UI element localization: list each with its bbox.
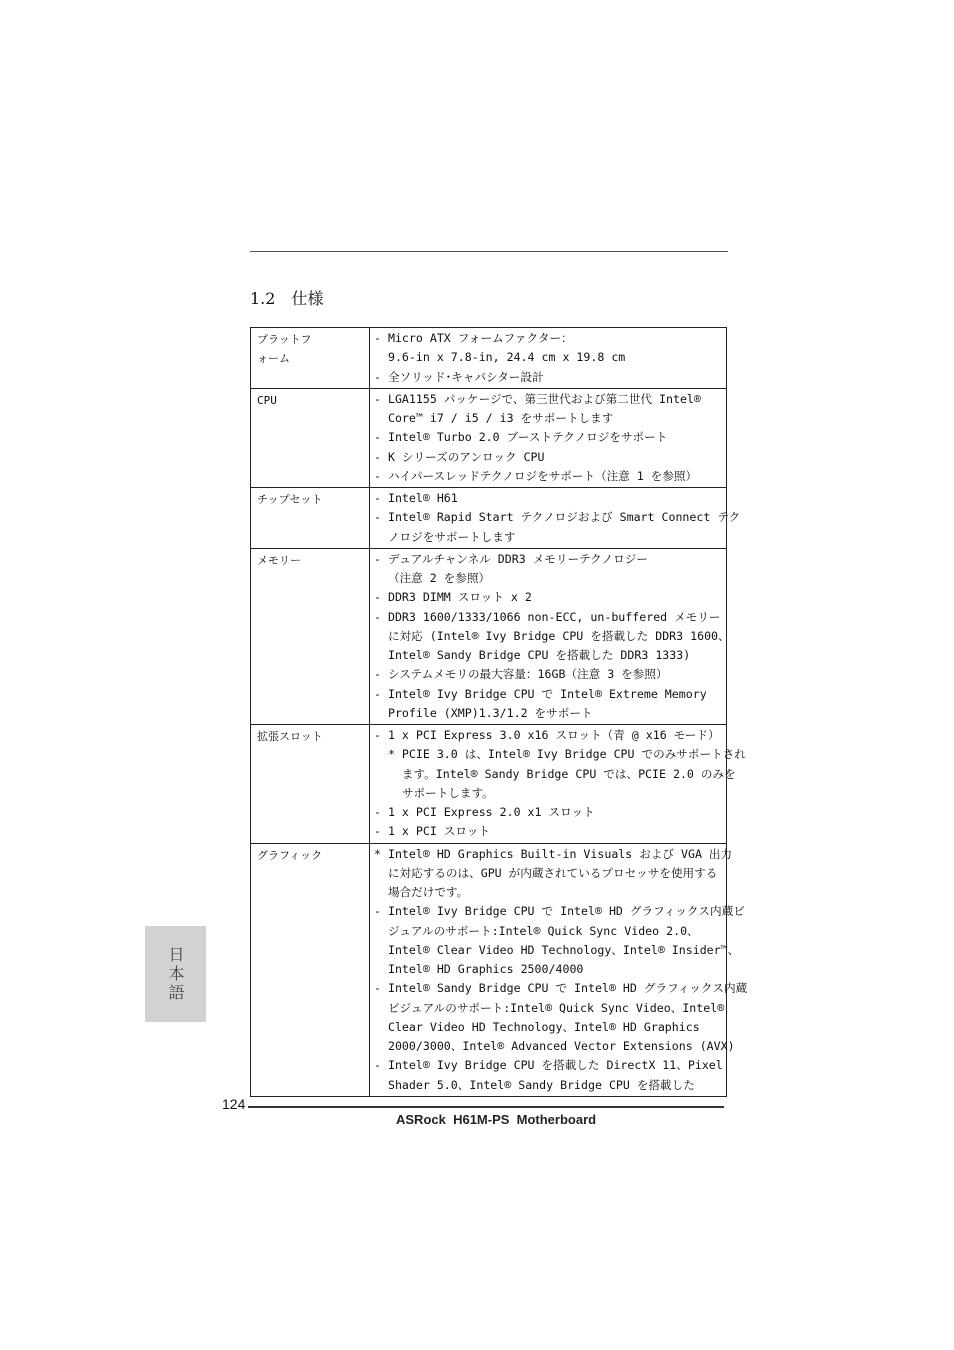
- spec-row: [251, 725, 727, 844]
- spec-line: * Intel® HD Graphics Built-in Visuals および VGA 出力: [374, 846, 733, 861]
- spec-line: Intel® Sandy Bridge CPU を搭載した DDR3 1333): [374, 648, 691, 662]
- spec-label: 拡張スロット: [251, 725, 370, 844]
- spec-line: Intel® HD Graphics 2500/4000: [374, 962, 584, 976]
- spec-content: [370, 488, 741, 549]
- spec-row: [251, 488, 727, 549]
- spec-line: - DDR3 DIMM スロット x 2: [374, 590, 532, 605]
- spec-content: [370, 548, 730, 724]
- footer-product-name: ASRock H61M-PS Motherboard: [396, 1112, 597, 1127]
- language-tab-label: 日本語: [166, 945, 185, 1003]
- spec-line: ます。Intel® Sandy Bridge CPU では、PCIE 2.0 のみを: [374, 766, 736, 781]
- spec-line: ノロジをサポートします: [374, 529, 516, 544]
- spec-line: Intel® Clear Video HD Technology、Intel® Insider™、: [374, 942, 740, 957]
- spec-line: - DDR3 1600/1333/1066 non-ECC, un-buffered メモリー: [374, 609, 721, 624]
- spec-line: ジュアルのサポート:Intel® Quick Sync Video 2.0、: [374, 923, 699, 938]
- section-title: 1.2 仕様: [250, 289, 324, 308]
- spec-line: * PCIE 3.0 は、Intel® Ivy Bridge CPU でのみサポートされ: [374, 747, 746, 762]
- page-number: 124: [222, 1096, 246, 1112]
- spec-line: Core™ i7 / i5 / i3 をサポートします: [374, 411, 614, 425]
- spec-label: メモリー: [251, 548, 370, 724]
- spec-line: - LGA1155 パッケージで、第三世代および第二世代 Intel®: [374, 391, 701, 406]
- spec-line: に対応するのは、GPU が内蔵されているプロセッサを使用する: [374, 865, 718, 880]
- spec-line: - 1 x PCI スロット: [374, 824, 490, 839]
- spec-line: 9.6-in x 7.8-in, 24.4 cm x 19.8 cm: [374, 350, 626, 365]
- footer-rule: [248, 1106, 724, 1108]
- spec-label: プラットフ ォーム: [251, 328, 370, 389]
- spec-line: - Intel® Ivy Bridge CPU で Intel® HD グラフィックス内蔵ビ: [374, 904, 745, 919]
- spec-row: [251, 328, 727, 389]
- spec-line: - Intel® Ivy Bridge CPU で Intel® Extreme Memory: [374, 686, 707, 701]
- spec-line: - Intel® H61: [374, 491, 458, 505]
- spec-row: [251, 548, 727, 724]
- spec-line: - システムメモリの最大容量：16GB（注意 3 を参照）: [374, 667, 668, 682]
- spec-label: グラフィック: [251, 843, 370, 1096]
- spec-line: サポートします。: [374, 785, 494, 800]
- spec-line: Clear Video HD Technology、Intel® HD Graphics: [374, 1019, 700, 1034]
- spec-line: （注意 2 を参照）: [374, 571, 491, 585]
- spec-line: - 1 x PCI Express 3.0 x16 スロット（青 @ x16 モード）: [374, 728, 720, 742]
- spec-table: [250, 327, 748, 1097]
- spec-content: [370, 328, 727, 389]
- spec-line: - Intel® Turbo 2.0 ブーストテクノロジをサポート: [374, 430, 668, 445]
- spec-line: - ハイパースレッドテクノロジをサポート（注意 1 を参照）: [374, 468, 698, 483]
- spec-line: - Intel® Sandy Bridge CPU で Intel® HD グラフィックス内蔵: [374, 981, 748, 996]
- spec-line: - 1 x PCI Express 2.0 x1 スロット: [374, 805, 595, 819]
- spec-line: ビジュアルのサポート:Intel® Quick Sync Video、Intel®: [374, 1000, 725, 1015]
- spec-content: [370, 843, 748, 1096]
- spec-row: [251, 843, 727, 1096]
- spec-label: チップセット: [251, 488, 370, 549]
- spec-line: Shader 5.0、Intel® Sandy Bridge CPU を搭載した: [374, 1077, 695, 1092]
- spec-line: - K シリーズのアンロック CPU: [374, 449, 545, 464]
- spec-line: - デュアルチャンネル DDR3 メモリーテクノロジー: [374, 551, 648, 566]
- spec-content: [370, 725, 746, 844]
- spec-line: に対応 (Intel® Ivy Bridge CPU を搭載した DDR3 1600、: [374, 628, 730, 643]
- spec-line: 2000/3000、Intel® Advanced Vector Extensions (AVX): [374, 1039, 735, 1053]
- spec-line: Profile (XMP)1.3/1.2 をサポート: [374, 705, 593, 720]
- spec-label: CPU: [251, 388, 370, 487]
- spec-row: [251, 388, 727, 487]
- spec-line: 場合だけです。: [374, 885, 469, 899]
- spec-line: - Intel® Ivy Bridge CPU を搭載した DirectX 11、Pixel: [374, 1058, 723, 1073]
- spec-line: - Intel® Rapid Start テクノロジおよび Smart Connect テク: [374, 510, 741, 525]
- spec-content: [370, 388, 727, 487]
- header-rule: [250, 251, 728, 252]
- spec-line: - Micro ATX フォームファクター：: [374, 331, 573, 345]
- language-tab: [145, 926, 206, 1022]
- spec-table-body: [251, 328, 748, 1097]
- spec-line: - 全ソリッド･キャパシター設計: [374, 369, 544, 384]
